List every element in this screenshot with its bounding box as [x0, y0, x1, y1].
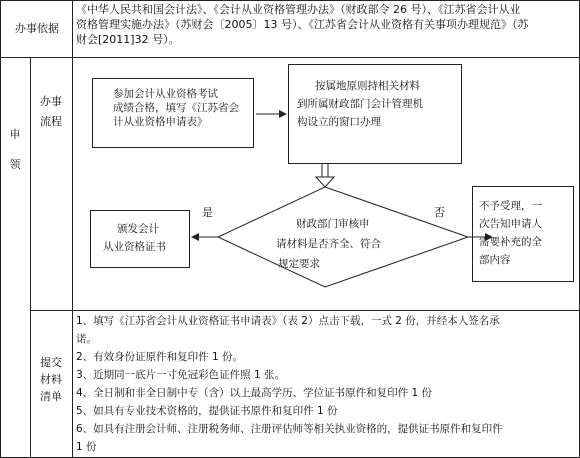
table-col-divider-section	[30, 57, 31, 458]
list-item: 1 份	[76, 441, 97, 453]
section-label-char: 申	[9, 128, 21, 141]
table-border-left	[0, 0, 1, 458]
table-border-top	[0, 0, 580, 1]
table-row-divider-materials	[30, 310, 580, 311]
decision-no-label: 否	[434, 206, 445, 219]
flow-box-reject: 不予受理，一 次告知申请人 需要补充的全 部内容	[472, 186, 574, 282]
basis-text	[76, 2, 578, 47]
flow-box-apply: 参加会计从业资格考试 成绩合格，填写《江苏省会 计从业资格申请表》	[92, 78, 254, 148]
flow-box-submit: 按属地原则持相关材料 到所属财政部门会计管理机 构设立的窗口办理	[288, 64, 462, 164]
arrow-submit-to-decision-head	[316, 177, 334, 187]
decision-yes-label: 是	[202, 206, 213, 219]
materials-label: 提交 材料 清单	[40, 356, 62, 403]
list-item: 1、填写《江苏省会计从业资格证书申请表》（表 2）点击下载，一式 2 份，并经本人签名承	[76, 315, 500, 327]
flow-box-issue-certificate: 颁发会计 从业资格证书	[90, 210, 190, 268]
list-item: 4、全日制和非全日制中专（含）以上最高学历、学位证书原件和复印件 1 份	[76, 387, 433, 399]
list-item: 6、如具有注册会计师、注册税务师、注册评估师等相关执业资格的，提供证书原件和复印件	[76, 423, 503, 435]
process-label: 办事 流程	[40, 95, 62, 128]
list-item: 2、有效身份证原件和复印件 1 份。	[76, 351, 244, 363]
list-item: 诺。	[76, 333, 97, 345]
basis-line: 财会[2011]32 号）。	[76, 33, 180, 46]
decision-text: 财政部门审核申 请材料是否齐全、符合 规定要求	[276, 218, 381, 270]
materials-list	[76, 312, 578, 456]
section-label-char: 领	[9, 158, 21, 171]
basis-line: 《中华人民共和国会计法》、《会计从业资格管理办法》（财政部令 26 号）、《江苏省会计从业	[76, 3, 521, 16]
basis-line: 资格管理实施办法》（苏财会〔2005〕13 号）、《江苏省会计从业资格有关事项办理规范》（苏	[76, 18, 529, 31]
list-item: 5、如具有专业技术资格的，提供证书原件和复印件 1 份	[76, 405, 338, 417]
section-label	[2, 128, 28, 172]
list-item: 3、近期同一底片一寸免冠彩色证件照 1 张。	[76, 369, 286, 381]
basis-label: 办事依据	[15, 22, 59, 35]
